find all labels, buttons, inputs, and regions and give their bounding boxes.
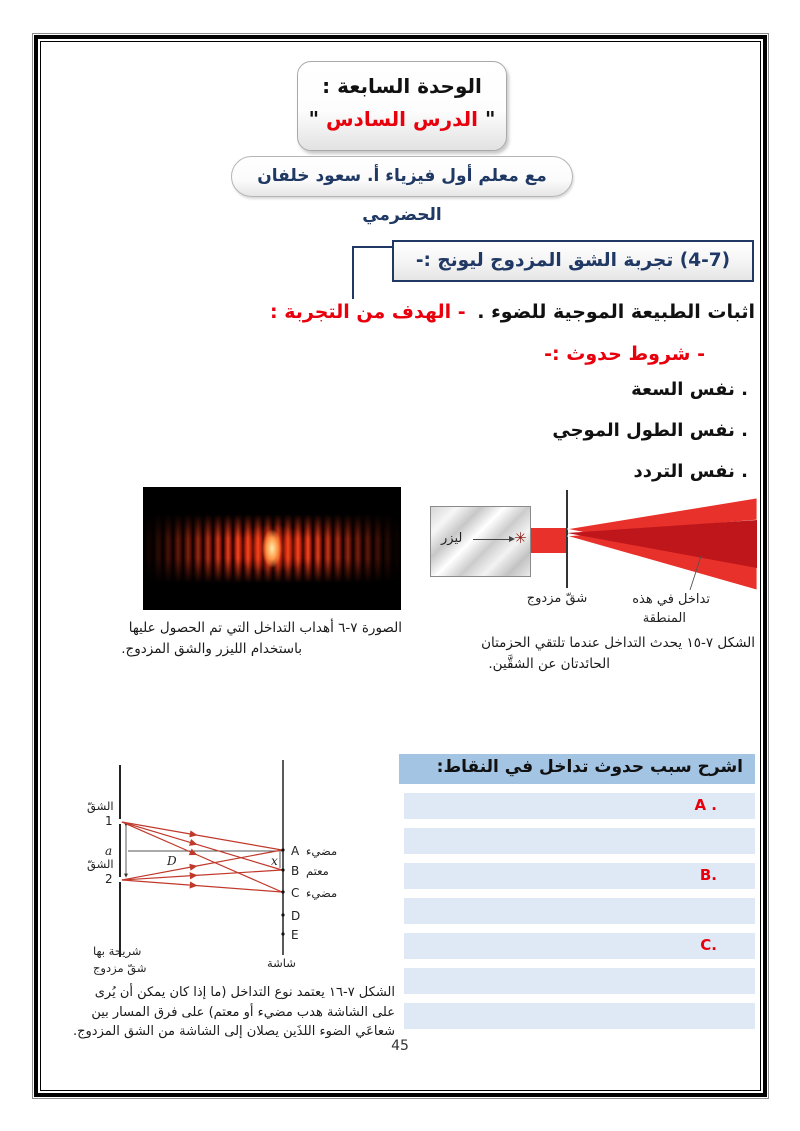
point-E-letter: E — [291, 928, 299, 942]
laser-label: ليزر — [441, 531, 463, 546]
slit1-label: الشقّ — [87, 799, 114, 813]
teacher-banner: مع معلم أول فيزياء أ. سعود خلفان الحضرمي — [231, 156, 573, 197]
photo-caption-line2: باستخدام الليزر والشق المزدوج. — [121, 641, 302, 657]
screen-label: شاشة — [267, 956, 296, 970]
answer-row[interactable] — [404, 1003, 755, 1029]
double-slit-label: شقّ مزدوج — [526, 591, 588, 606]
figure-7-16-caption-line2: على الشاشة هدب مضيء أو معتم) على فرق المسار بين — [91, 1004, 395, 1020]
condition-item: . نفس التردد — [633, 461, 748, 482]
point-E-dot — [281, 932, 284, 935]
slit1-gap — [118, 819, 122, 824]
condition-item: . نفس الطول الموجي — [552, 420, 748, 441]
interference-fringes-photo — [143, 487, 401, 610]
slit2-gap — [118, 877, 122, 882]
slide-label-line1: شريحة بها — [93, 944, 142, 958]
point-A-dot — [281, 848, 284, 851]
answer-row-B[interactable] — [404, 863, 755, 889]
figure-7-15-caption-line1: الشكل ٧-١٥ يحدث التداخل عندما تلتقي الحزمتان — [481, 635, 755, 651]
laser-beam — [531, 528, 567, 553]
point-A-desc: مضيء — [306, 844, 338, 858]
goal-text: اثبات الطبيعة الموجية للضوء . — [477, 301, 755, 323]
goal-label: - الهدف من التجربة : — [270, 301, 466, 323]
answer-row[interactable] — [404, 828, 755, 854]
region-label-line2: المنطقة — [642, 611, 686, 626]
answer-row-C-label: C. — [700, 936, 717, 954]
section-title-box — [392, 240, 754, 282]
unit-title: الوحدة السابعة : — [322, 74, 482, 98]
slit1-number: 1 — [105, 814, 113, 828]
photo-caption-line1: الصورة ٧-٦ أهداب التداخل التي تم الحصول عليها — [128, 620, 402, 636]
diverging-beams — [567, 498, 757, 590]
condition-item: . نفس السعة — [631, 379, 748, 400]
answer-row-A[interactable] — [404, 793, 755, 819]
x-label: x — [271, 854, 278, 868]
point-B-letter: B — [291, 864, 300, 878]
lesson-title-line — [298, 107, 506, 131]
goal-line — [265, 301, 755, 323]
slide-label-line2: شقّ مزدوج — [93, 961, 147, 975]
figure-7-16-caption — [55, 983, 395, 1042]
point-C-dot — [281, 890, 284, 893]
page-number: 45 — [391, 1038, 409, 1054]
section-bracket — [352, 246, 393, 299]
a-label: a — [105, 844, 113, 858]
laser-spark-icon: ✳ — [514, 529, 527, 547]
lesson-title: الدرس السادس — [325, 107, 479, 131]
figure-7-16-caption-line3: شعاعَي الضوء اللذَين يصلان إلى الشاشة من الشق المزدوج. — [73, 1024, 395, 1039]
point-B-desc: معتم — [306, 864, 329, 878]
answer-row[interactable] — [404, 898, 755, 924]
answer-row-A-label: A . — [694, 796, 717, 814]
figure-7-16-caption-line1: الشكل ٧-١٦ يعتمد نوع التداخل (ما إذا كان يمكن أن يُرى — [94, 985, 395, 1000]
slit2-number: 2 — [105, 872, 113, 886]
answer-row[interactable] — [404, 968, 755, 994]
figure-7-15-caption — [425, 633, 755, 675]
open-quote: " — [485, 107, 496, 131]
laser-device — [430, 506, 531, 577]
point-B-dot — [281, 868, 284, 871]
close-quote: " — [308, 107, 319, 131]
region-label-line1: تداخل في هذه — [632, 592, 710, 607]
D-label: D — [167, 854, 177, 868]
figure-7-15-caption-line2: الحائدتان عن الشقَّين. — [488, 656, 610, 672]
double-slit-geometry-diagram — [55, 755, 400, 979]
answer-row-C[interactable] — [404, 933, 755, 959]
point-C-desc: مضيء — [306, 886, 338, 900]
section-title: (4-7) تجربة الشق المزدوج ليونج :- — [415, 250, 731, 271]
slit2-label: الشقّ — [87, 857, 114, 871]
point-A-letter: A — [291, 844, 300, 858]
qa-header: اشرح سبب حدوث تداخل في النقاط: — [399, 754, 755, 784]
laser-callout-line — [473, 539, 511, 540]
point-C-letter: C — [291, 886, 300, 900]
conditions-label: - شروط حدوث :- — [544, 343, 705, 365]
interference-region-label — [628, 590, 710, 628]
point-D-letter: D — [291, 909, 301, 923]
point-D-dot — [281, 913, 284, 916]
photo-caption — [100, 618, 402, 660]
answer-row-B-label: B. — [699, 866, 717, 884]
unit-title-box — [297, 61, 507, 151]
